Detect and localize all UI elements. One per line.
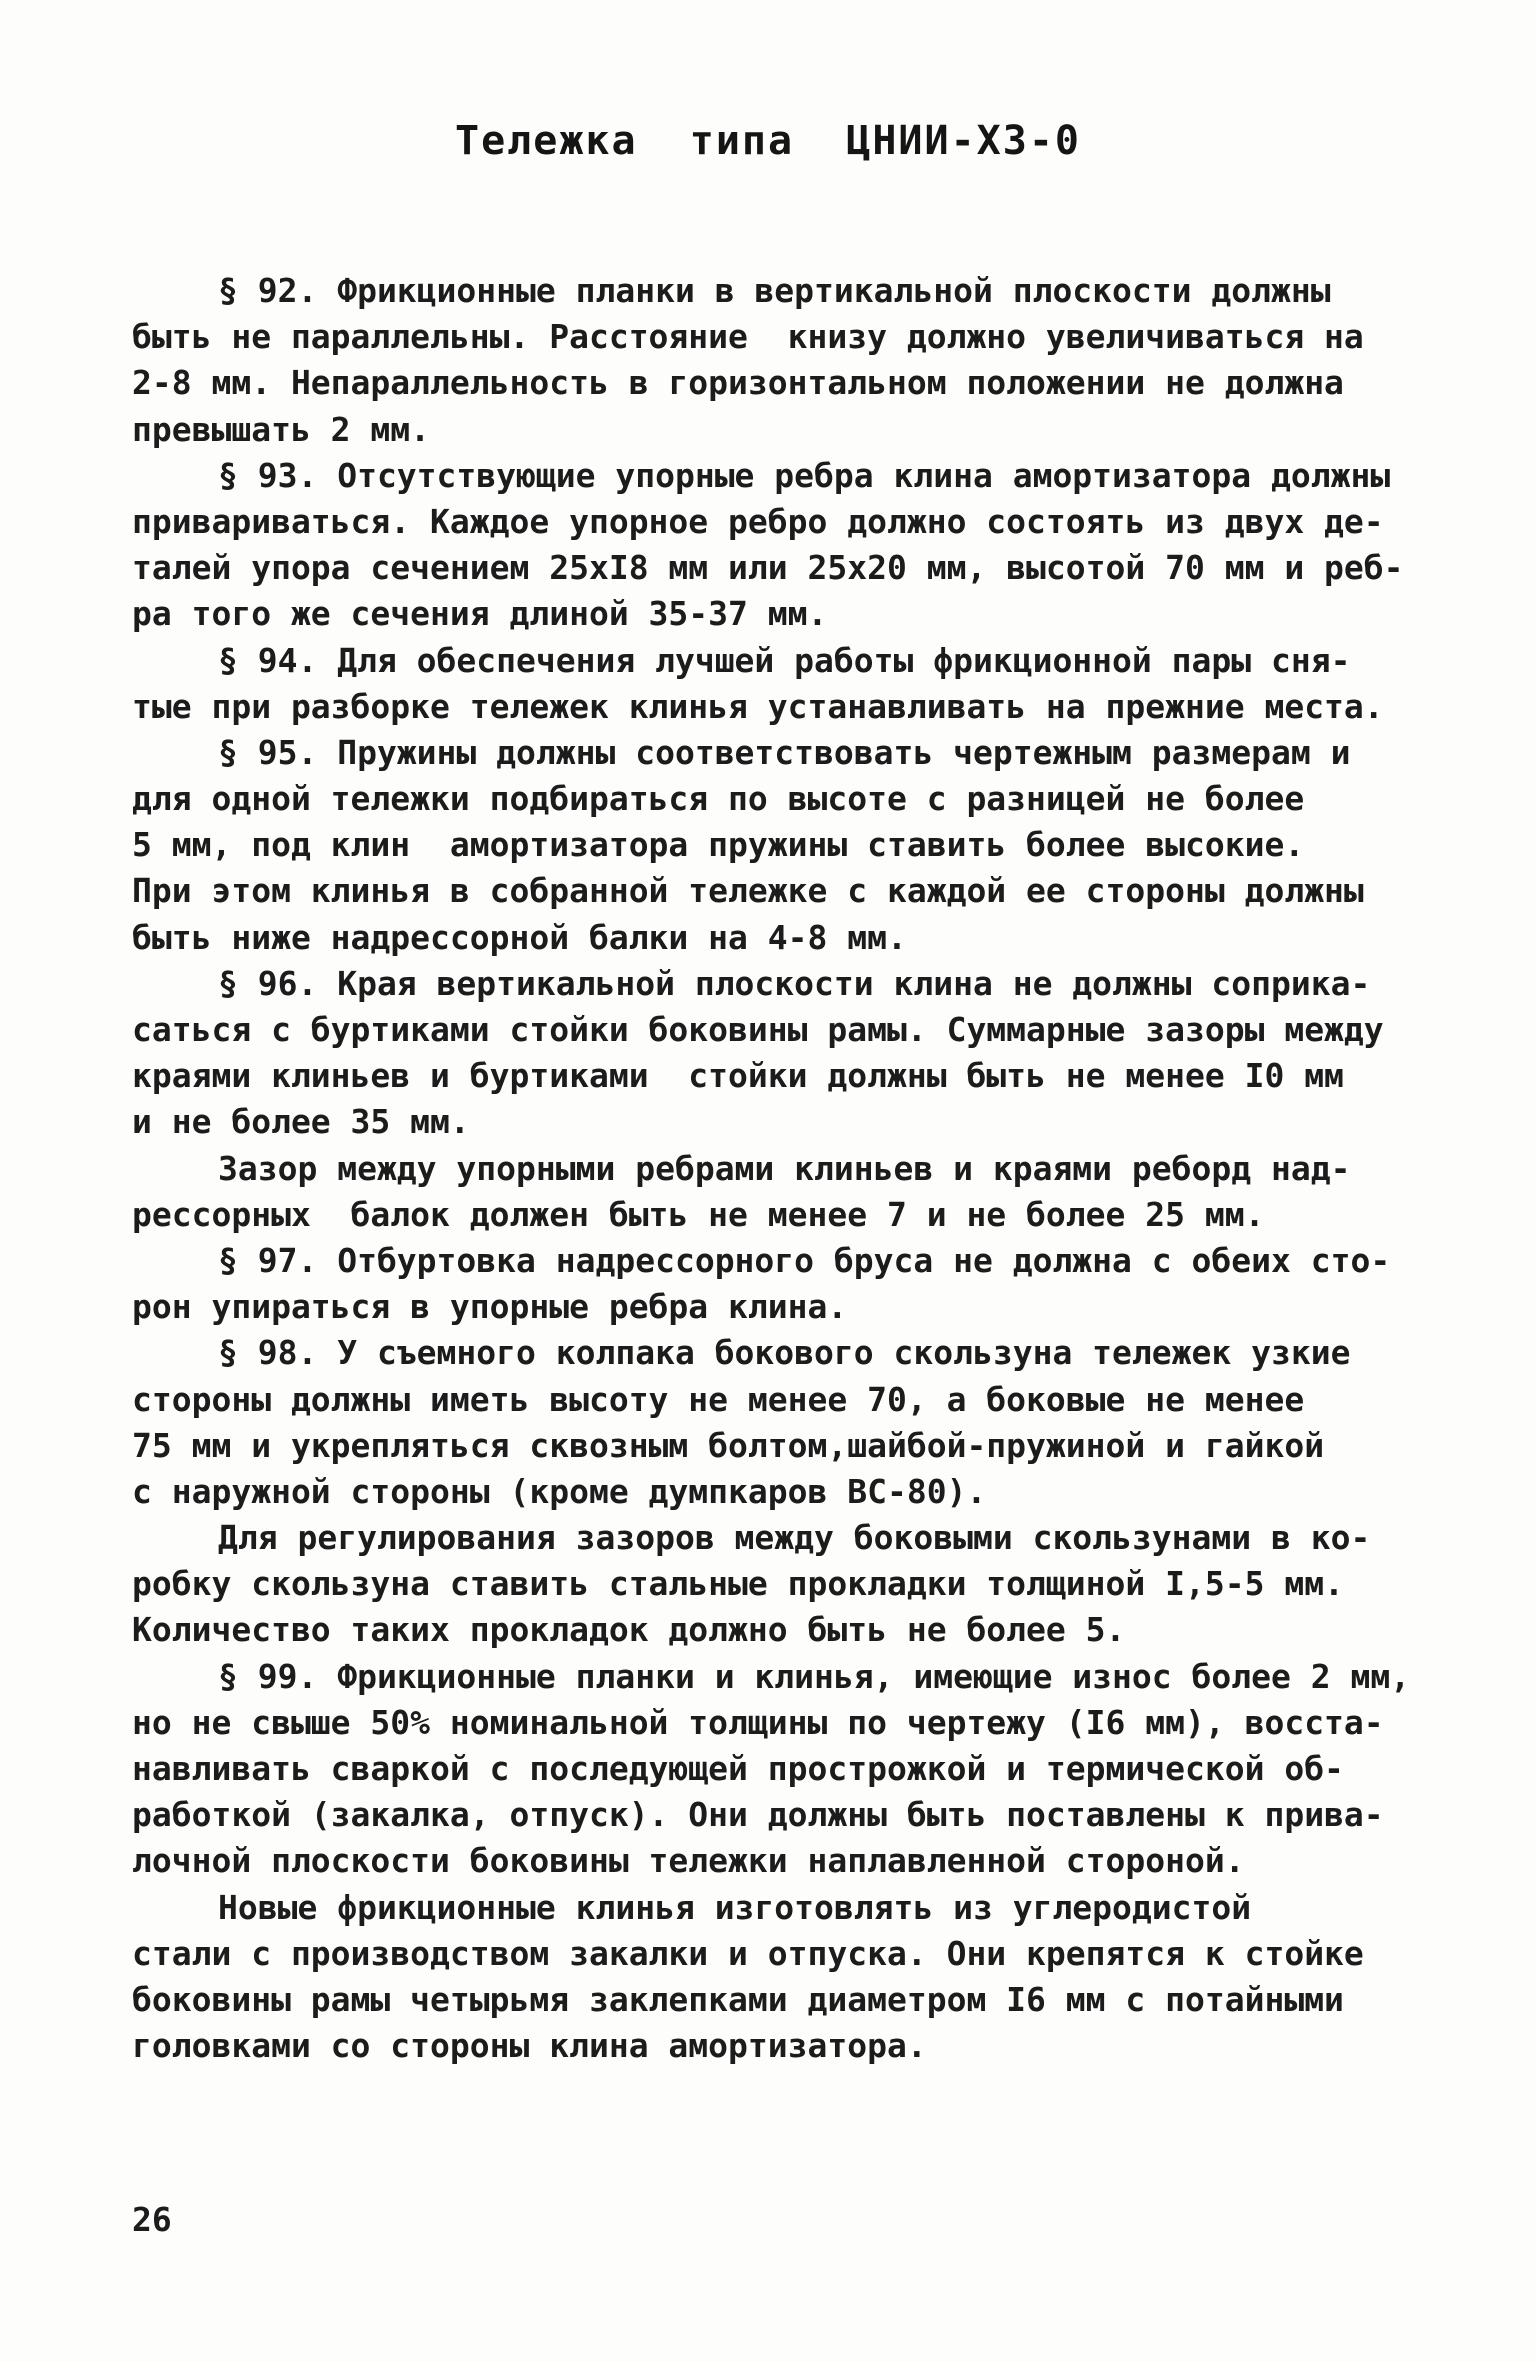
text-line: саться с буртиками стойки боковины рамы. Суммарные зазоры между <box>132 1010 1384 1049</box>
text-line: стороны должны иметь высоту не менее 70, а боковые не менее <box>132 1379 1305 1419</box>
text-line: головками со стороны клина амортизатора. <box>132 2026 927 2066</box>
text-line: боковины рамы четырьмя заклепками диаметром I6 мм с потайными <box>132 1979 1344 2019</box>
text-line: но не свыше 50% номинальной толщины по чертежу (I6 мм), восста- <box>132 1702 1384 1742</box>
text-line: превышать 2 мм. <box>132 409 431 449</box>
text-line: § 94. Для обеспечения лучшей работы фрикционной пары сня- <box>218 640 1351 680</box>
text-line: рон упираться в упорные ребра клина. <box>132 1287 848 1327</box>
text-line: и не более 35 мм. <box>132 1102 470 1142</box>
text-line: быть ниже надрессорной балки на 4-8 мм. <box>132 917 907 957</box>
page-title: Тележка типа ЦНИИ-Х3-0 <box>455 118 1081 164</box>
text-line: ра того же сечения длиной 35-37 мм. <box>132 594 828 634</box>
text-line: тые при разборке тележек клинья устанавливать на прежние места. <box>132 686 1384 726</box>
text-line: привариваться. Каждое упорное ребро должно состоять из двух де- <box>132 501 1384 541</box>
text-line: быть не параллельны. Расстояние книзу должно увеличиваться на <box>132 317 1364 357</box>
text-line: лочной плоскости боковины тележки наплавленной стороной. <box>132 1841 1245 1881</box>
text-line: § 98. У съемного колпака бокового скользуна тележек узкие <box>218 1333 1351 1373</box>
text-line: работкой (закалка, отпуск). Они должны быть поставлены к прива- <box>132 1795 1384 1835</box>
text-line: При этом клинья в собранной тележке с каждой ее стороны должны <box>132 871 1364 911</box>
text-line: рессорных балок должен быть не менее 7 и не более 25 мм. <box>132 1194 1265 1234</box>
body-text <box>132 268 1452 2069</box>
text-line: навливать сваркой с последующей прострожкой и термической об- <box>132 1749 1344 1788</box>
text-line: Новые фрикционные клинья изготовлять из углеродистой <box>218 1887 1252 1927</box>
text-line: Количество таких прокладок должно быть не более 5. <box>132 1610 1126 1650</box>
text-line: для одной тележки подбираться по высоте с разницей не более <box>132 779 1305 819</box>
text-line: Для регулирования зазоров между боковыми скользунами в ко- <box>218 1518 1371 1558</box>
text-line: § 95. Пружины должны соответствовать чертежным размерам и <box>218 732 1351 772</box>
text-line: § 96. Края вертикальной плоскости клина не должны соприка- <box>218 963 1371 1003</box>
text-line: талей упора сечением 25хI8 мм или 25х20 мм, высотой 70 мм и реб- <box>132 548 1404 588</box>
text-line: робку скользуна ставить стальные прокладки толщиной I,5-5 мм. <box>132 1564 1344 1604</box>
text-line: краями клиньев и буртиками стойки должны быть не менее I0 мм <box>132 1056 1344 1096</box>
text-line: с наружной стороны (кроме думпкаров ВС-80). <box>132 1471 987 1511</box>
text-line: 5 мм, под клин амортизатора пружины ставить более высокие. <box>132 825 1305 865</box>
text-line: Зазор между упорными ребрами клиньев и краями реборд над- <box>218 1148 1351 1188</box>
text-line: стали с производством закалки и отпуска. Они крепятся к стойке <box>132 1933 1364 1973</box>
text-line: § 99. Фрикционные планки и клинья, имеющие износ более 2 мм, <box>218 1656 1411 1696</box>
text-line: 75 мм и укрепляться сквозным болтом,шайбой-пружиной и гайкой <box>132 1425 1325 1465</box>
text-line: § 92. Фрикционные планки в вертикальной плоскости должны <box>218 271 1331 310</box>
page-number: 26 <box>132 2200 172 2239</box>
text-line: 2-8 мм. Непараллельность в горизонтальном положении не должна <box>132 363 1344 403</box>
text-line: § 97. Отбуртовка надрессорного бруса не должна с обеих сто- <box>218 1240 1391 1280</box>
text-line: § 93. Отсутствующие упорные ребра клина амортизатора должны <box>218 455 1391 495</box>
